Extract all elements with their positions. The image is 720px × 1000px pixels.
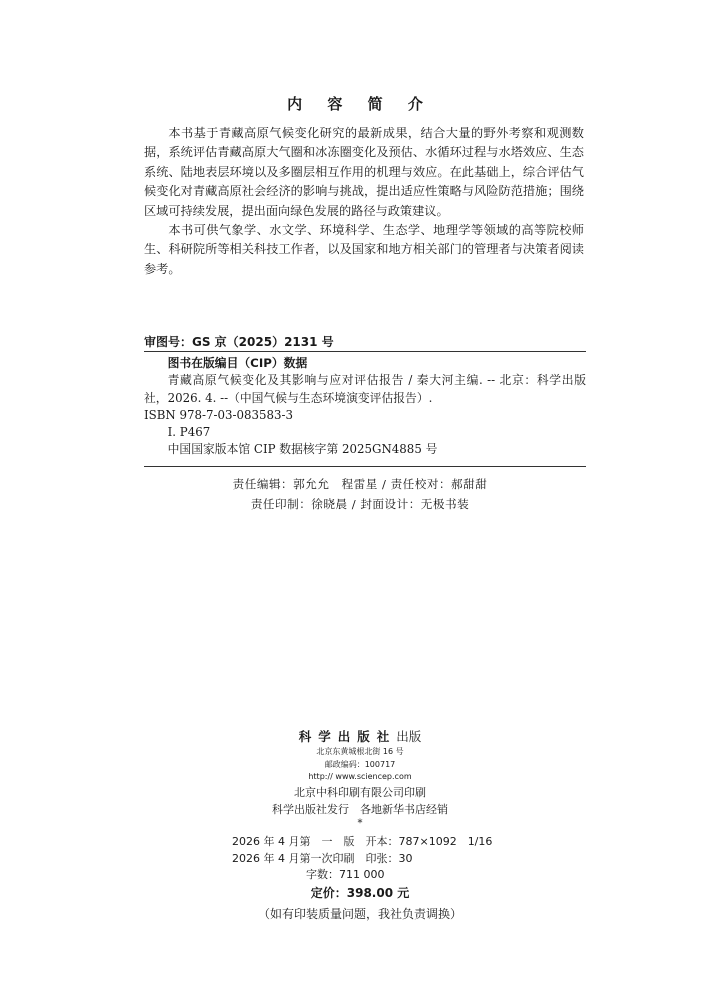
word-count: 字数：711 000 xyxy=(306,868,385,881)
publisher-block xyxy=(0,728,720,829)
cip-heading: 图书在版编目（CIP）数据 xyxy=(167,356,308,370)
edition-line-1: 2026 年 4 月第 一 版 开本：787×1092 1/16 xyxy=(232,835,493,848)
cip-top-rule xyxy=(144,351,586,352)
summary-title: 内 容 简 介 xyxy=(287,95,433,113)
publisher-url: http:// www.sciencep.com xyxy=(308,772,412,781)
cip-classification: Ⅰ. P467 xyxy=(167,425,211,440)
publisher-address: 北京东黄城根北街 16 号 xyxy=(316,747,404,756)
summary-body xyxy=(144,124,584,279)
price: 定价：398.00 元 xyxy=(310,886,410,900)
cip-number: 中国国家版本馆 CIP 数据核字第 2025GN4885 号 xyxy=(167,442,438,457)
editors-block xyxy=(0,474,720,514)
edition-line-2: 2026 年 4 月第一次印刷 印张：30 xyxy=(232,851,413,865)
distribution-line: 科学出版社发行 各地新华书店经销 xyxy=(272,802,448,816)
cip-book-entry: 青藏高原气候变化及其影响与应对评估报告 / 秦大河主编. -- 北京：科学出版社，2026. 4. --（中国气候与生态环境演变评估报告）. xyxy=(144,373,586,405)
summary-paragraph-1: 本书基于青藏高原气候变化研究的最新成果，结合大量的野外考察和观测数据，系统评估青藏高原大气圈和冰冻圈变化及预估、水循环过程与水塔效应、生态系统、陆地表层环境以及多圈层相互作用的机理与效应。在此基础上，综合评估气候变化对青藏高原社会经济的影响与挑战，提出适应性策略与风险防范措施；围绕区域可持续发展，提出面向绿色发展的路径与政策建议。 xyxy=(144,126,584,218)
editors-line-2: 责任印制：徐晓晨 / 封面设计：无极书装 xyxy=(250,497,470,511)
publisher-name-suffix: 出版 xyxy=(396,729,422,744)
editors-line-1: 责任编辑：郭允允 程雷星 / 责任校对：郝甜甜 xyxy=(232,477,488,491)
separator-star: * xyxy=(357,817,363,829)
quality-notice: （如有印装质量问题，我社负责调换） xyxy=(257,907,462,921)
map-review-number: 审图号：GS 京（2025）2131 号 xyxy=(144,335,334,349)
publisher-postcode: 邮政编码：100717 xyxy=(324,759,396,769)
publisher-logo-text: 科学出版社 xyxy=(298,729,397,744)
cip-block xyxy=(144,355,586,459)
printer-line: 北京中科印刷有限公司印刷 xyxy=(294,785,426,799)
publisher-name xyxy=(0,728,720,746)
cip-bottom-rule xyxy=(144,466,586,467)
summary-paragraph-2: 本书可供气象学、水文学、环境科学、生态学、地理学等领域的高等院校师生、科研院所等相关科技工作者，以及国家和地方相关部门的管理者与决策者阅读参考。 xyxy=(144,223,584,276)
edition-block xyxy=(232,834,532,884)
cip-isbn: ISBN 978-7-03-083583-3 xyxy=(144,407,293,422)
